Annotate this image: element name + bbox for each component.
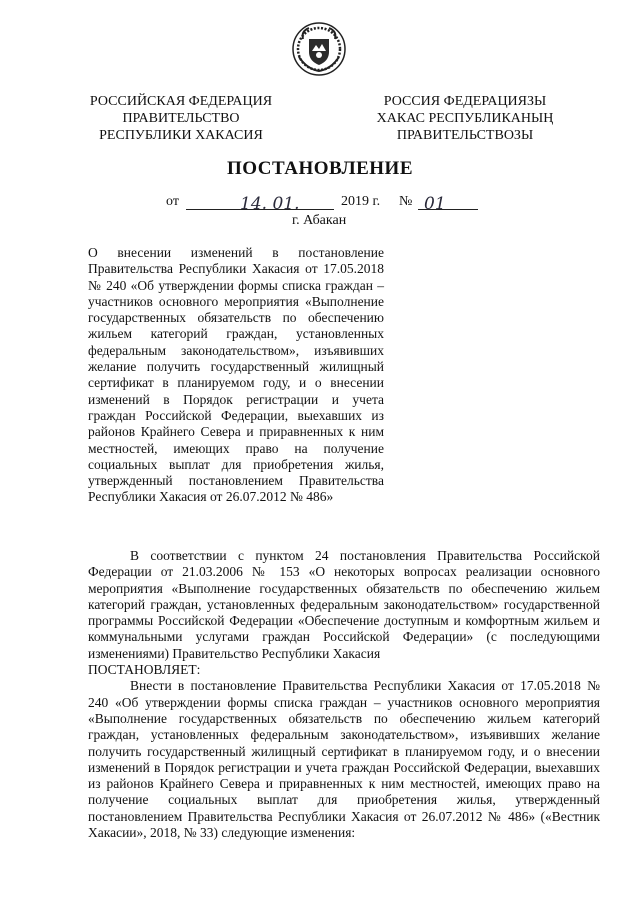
header-left-block <box>88 93 274 144</box>
handwritten-number: 01 <box>424 194 446 214</box>
date-prefix: от <box>166 194 179 209</box>
header-right-line: ПРАВИТЕЛЬСТВОЗЫ <box>396 128 534 143</box>
document-subject: О внесении изменений в постановление Правительства Республики Хакасия от 17.05.2018 № 240 «Об утверждении формы списка граждан – участников основного мероприятия «Выполнение государственных обязательств по обеспечению жильем категорий граждан, установленных федеральным законодательством», изъявивших желание получить государственный жилищный сертификат в планируемом году, и о внесении изменений в Порядок регистрации и учета граждан Российской Федерации, выехавших из районов Крайнего Севера и приравненных к ним местностей, имеющих право на получение социальных выплат для приобретения жилья, утвержденный постановлением Правительства Республики Хакасия от 26.07.2012 № 486» <box>88 245 384 505</box>
number-sign: № <box>399 194 413 209</box>
header-left-line: РЕСПУБЛИКИ ХАКАСИЯ <box>99 128 263 143</box>
decree-keyword: ПОСТАНОВЛЯЕТ: <box>88 662 201 678</box>
city-label: г. Абакан <box>292 213 347 228</box>
header-left-line: ПРАВИТЕЛЬСТВО <box>122 111 240 126</box>
header-right-line: РОССИЯ ФЕДЕРАЦИЯЗЫ <box>383 94 547 109</box>
header-right-block <box>370 93 560 144</box>
body-paragraph-2: Внести в постановление Правительства Республики Хакасия от 17.05.2018 № 240 «Об утверждении формы списка граждан – участников основного мероприятия «Выполнение государственных обязательств по обеспечению жильем категорий граждан, установленных федеральным законодательством», изъявивших желание получить государственный жилищный сертификат в планируемом году, и о внесении изменений в Порядок регистрации и учета граждан Российской Федерации, выехавших из районов Крайнего Севера и приравненных к ним местностей, имеющих право на получение социальных выплат для приобретения жилья, утвержденный постановлением Правительства Республики Хакасия от 26.07.2012 № 486» («Вестник Хакасии», 2018, № 33) следующие изменения: <box>88 678 600 841</box>
document-body <box>88 548 600 841</box>
header-right-line: ХАКАС РЕСПУБЛИКАНЫҢ <box>376 111 554 126</box>
document-title: ПОСТАНОВЛЕНИЕ <box>226 158 414 179</box>
date-number-line <box>166 194 486 214</box>
handwritten-date: 14. 01. <box>240 194 300 214</box>
coat-of-arms-emblem <box>291 21 347 77</box>
header-left-line: РОССИЙСКАЯ ФЕДЕРАЦИЯ <box>89 94 273 109</box>
body-paragraph-1: В соответствии с пунктом 24 постановления Правительства Российской Федерации от 21.03.2006 № 153 «О некоторых вопросах реализации основного мероприятия «Выполнение государственных обязательств по обеспечению жильем категорий граждан, установленных федеральным законодательством» государственной программы Российской Федерации «Обеспечение доступным и комфортным жильем и коммунальными услугами граждан Российской Федерации» (с последующими изменениями) Правительство Республики Хакасия <box>88 548 600 661</box>
year-label: 2019 г. <box>341 194 381 209</box>
